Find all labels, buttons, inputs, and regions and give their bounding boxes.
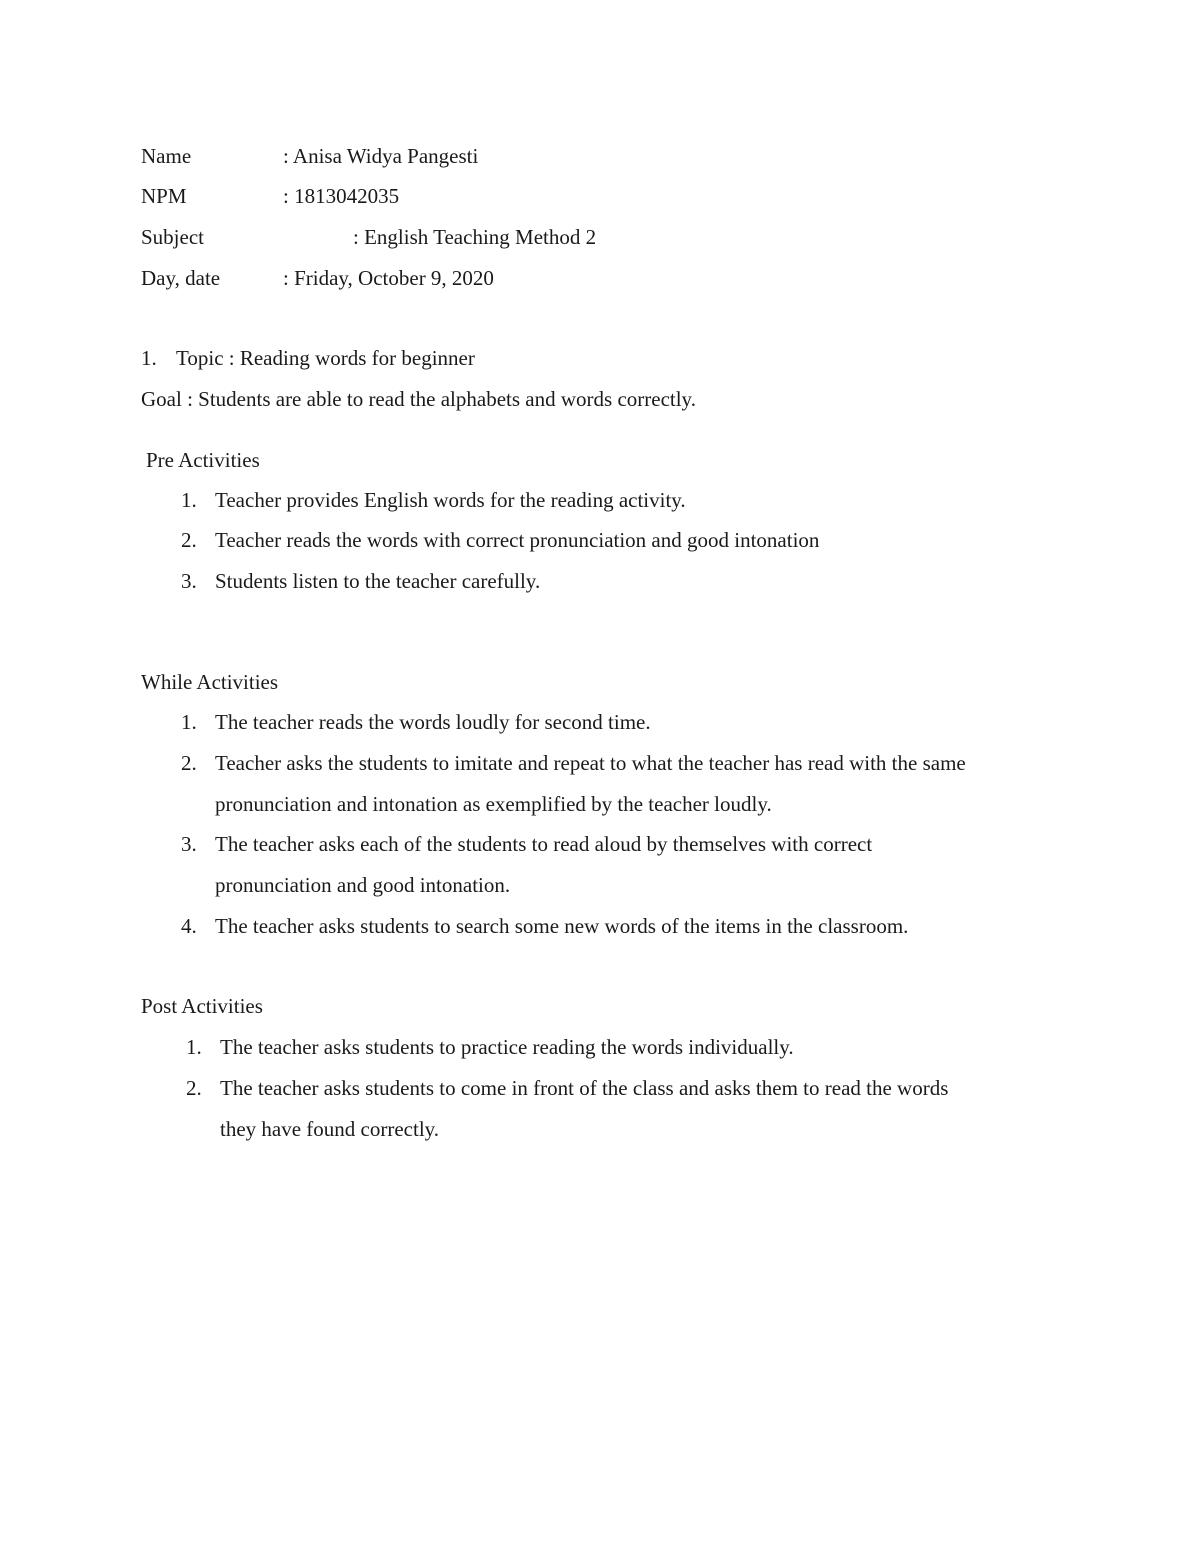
goal-text: Goal : Students are able to read the alphabets and words correctly. — [141, 387, 696, 411]
while-item-number: 1. — [181, 710, 197, 734]
while-item-text: The teacher asks each of the students to read aloud by themselves with correct — [215, 832, 873, 856]
post-item-number: 1. — [186, 1035, 202, 1059]
topic-text: Topic : Reading words for beginner — [176, 346, 475, 370]
subject-label: Subject — [141, 225, 204, 249]
pre-activities-heading: Pre Activities — [146, 448, 260, 472]
while-item-text: Teacher asks the students to imitate and repeat to what the teacher has read with the same — [215, 751, 966, 775]
while-item-text: The teacher asks students to search some new words of the items in the classroom. — [215, 914, 909, 938]
while-item-number: 4. — [181, 914, 197, 938]
npm-label: NPM — [141, 184, 187, 208]
topic-number: 1. — [141, 346, 157, 370]
while-item-number: 2. — [181, 751, 197, 775]
name-value: : Anisa Widya Pangesti — [283, 144, 479, 168]
pre-item-number: 3. — [181, 569, 197, 593]
while-item-text-continued: pronunciation and intonation as exemplified by the teacher loudly. — [215, 792, 772, 816]
npm-value: : 1813042035 — [283, 184, 400, 208]
post-item-text: The teacher asks students to practice reading the words individually. — [220, 1035, 794, 1059]
post-item-text: The teacher asks students to come in front of the class and asks them to read the words — [220, 1076, 949, 1100]
name-label: Name — [141, 144, 192, 168]
pre-item-text: Teacher provides English words for the reading activity. — [215, 488, 686, 512]
while-activities-heading: While Activities — [141, 670, 279, 694]
post-item-number: 2. — [186, 1076, 202, 1100]
date-value: : Friday, October 9, 2020 — [283, 266, 494, 290]
while-item-number: 3. — [181, 832, 197, 856]
pre-item-number: 2. — [181, 528, 197, 552]
while-item-text: The teacher reads the words loudly for second time. — [215, 710, 651, 734]
date-label: Day, date — [141, 266, 221, 290]
subject-value: : English Teaching Method 2 — [353, 225, 597, 249]
post-item-text-continued: they have found correctly. — [220, 1117, 440, 1141]
while-item-text-continued: pronunciation and good intonation. — [215, 873, 511, 897]
pre-item-text: Students listen to the teacher carefully. — [215, 569, 541, 593]
pre-item-number: 1. — [181, 488, 197, 512]
post-activities-heading: Post Activities — [141, 994, 263, 1018]
pre-item-text: Teacher reads the words with correct pronunciation and good intonation — [215, 528, 820, 552]
